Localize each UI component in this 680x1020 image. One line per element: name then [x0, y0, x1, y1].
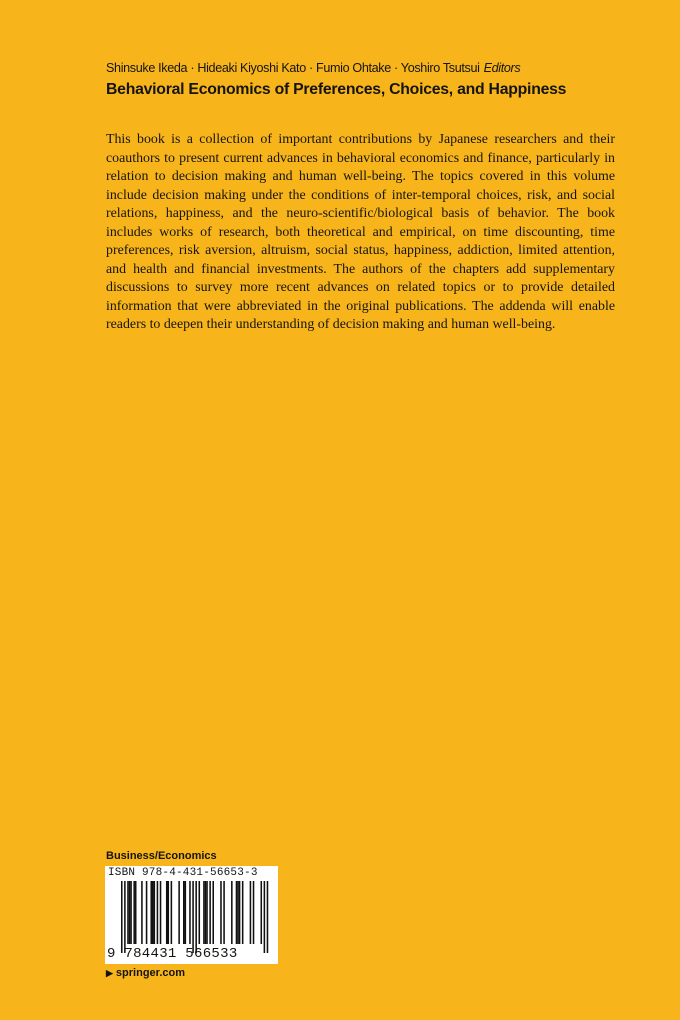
subject-category: Business/Economics: [106, 850, 217, 862]
editors-names: Shinsuke Ikeda · Hideaki Kiyoshi Kato · Fumio Ohtake · Yoshiro Tsutsui: [106, 61, 480, 75]
editors-role: Editors: [483, 61, 521, 75]
website-label: springer.com: [115, 967, 185, 979]
book-title: Behavioral Economics of Preferences, Choices, and Happiness: [106, 81, 567, 98]
triangle-arrow-icon: ▶: [106, 968, 113, 978]
isbn-label: ISBN 978-4-431-56653-3: [108, 867, 258, 879]
barcode-number: 9 784431 566533: [107, 946, 238, 962]
book-description: This book is a collection of important contributions by Japanese researchers and their coauthors to present current advances in behavioral economics and finance, particularly in relation to decision making and human well-being. The topics covered in this volume include decision making under the conditions of inter-temporal choices, risk, and social relations, happiness, and the neuro-scientific/biological basis of behavior. The book includes works of research, both theoretical and empirical, on time discounting, time preferences, risk aversion, altruism, social status, happiness, addiction, limited attention, and health and financial investments. The authors of the chapters add supplementary discussions to survey more recent advances on related topics or to provide detailed information that were abbreviated in the original publications. The addenda will enable readers to deepen their understanding of decision making and human well-being.: [106, 132, 615, 332]
publisher-website: [106, 966, 185, 980]
editors-line: [106, 59, 626, 77]
isbn-barcode: [105, 866, 278, 964]
